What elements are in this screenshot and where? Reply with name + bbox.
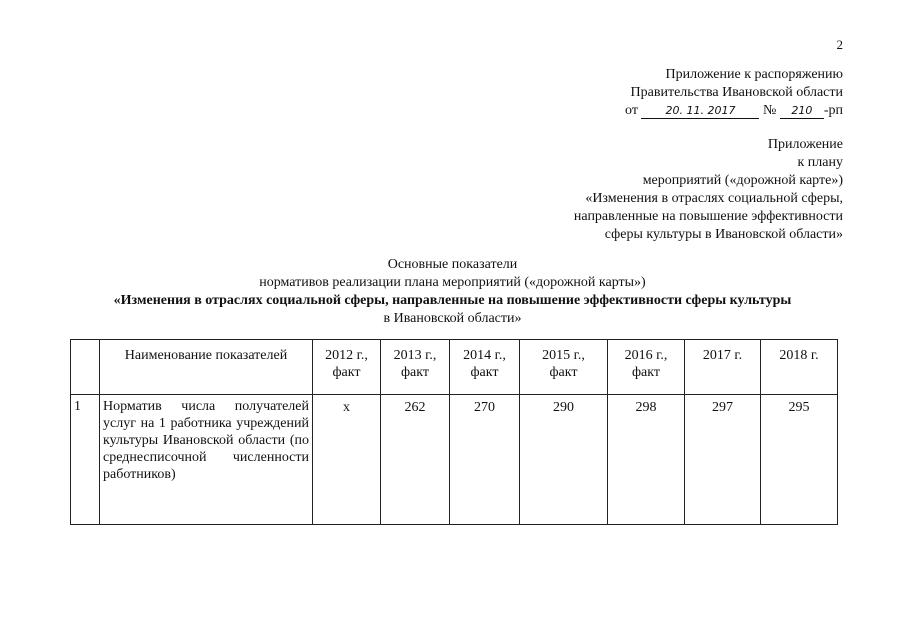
header-2012-cell — [313, 340, 381, 395]
value-2015: 290 — [520, 395, 608, 525]
page-number: 2 — [836, 37, 843, 52]
appendix-order-block — [443, 66, 843, 120]
header-2015-fact: факт — [549, 365, 578, 380]
value-2013: 262 — [381, 395, 450, 525]
heading-line1: Основные показатели — [387, 257, 518, 272]
handwritten-number: 210 — [780, 104, 824, 119]
heading-line3: «Изменения в отраслях социальной сферы, направленные на повышение эффективности сферы культуры — [113, 293, 792, 308]
handwritten-date: 20. 11. 2017 — [641, 104, 759, 119]
header-2018: 2018 г. — [779, 348, 819, 363]
value-2016: 298 — [608, 395, 685, 525]
indicator-name: Норматив числа получателей услуг на 1 работника учреждений культуры Ивановской области (по среднесписочной численности работников) — [100, 395, 313, 525]
value-2014: 270 — [450, 395, 520, 525]
row-number: 1 — [71, 395, 100, 525]
header-2014-fact: факт — [470, 365, 499, 380]
appendix-plan-line1: Приложение — [767, 137, 843, 152]
table-row — [71, 395, 838, 525]
appendix-order-line1: Приложение к распоряжению — [665, 67, 843, 82]
header-2016-fact: факт — [631, 365, 661, 380]
header-2014: 2014 г., — [463, 348, 506, 363]
header-2013-cell — [381, 340, 450, 395]
appendix-order-line2: Правительства Ивановской области — [630, 85, 843, 100]
value-2012: х — [313, 395, 381, 525]
header-2015-cell — [520, 340, 608, 395]
value-2018: 295 — [761, 395, 838, 525]
value-2017: 297 — [685, 395, 761, 525]
appendix-plan-line2: к плану — [797, 155, 843, 170]
appendix-plan-block — [423, 136, 843, 244]
appendix-plan-line3: мероприятий («дорожной карте») — [642, 173, 843, 188]
appendix-plan-line4: «Изменения в отраслях социальной сферы, — [585, 191, 843, 206]
header-2017: 2017 г. — [702, 348, 743, 363]
header-2012: 2012 г., — [325, 348, 368, 363]
appendix-plan-line6: сферы культуры в Ивановской области» — [604, 227, 843, 242]
heading-line2: нормативов реализации плана мероприятий («дорожной карты») — [259, 275, 646, 290]
document-heading — [0, 256, 905, 328]
header-2018-cell — [761, 340, 838, 395]
table-header-row — [71, 340, 838, 395]
header-2017-cell — [685, 340, 761, 395]
number-sign: № — [762, 103, 777, 118]
header-2013: 2013 г., — [393, 348, 437, 363]
header-name-cell — [100, 340, 313, 395]
header-2016-cell — [608, 340, 685, 395]
header-2016: 2016 г., — [624, 348, 668, 363]
indicators-table — [70, 339, 838, 525]
header-name: Наименование показателей — [124, 348, 288, 363]
appendix-plan-line5: направленные на повышение эффективности — [573, 209, 843, 224]
heading-line4: в Ивановской области» — [383, 311, 522, 326]
appendix-order-date-line — [443, 102, 843, 120]
date-prefix: от — [625, 103, 638, 118]
header-2012-fact: факт — [332, 365, 361, 380]
header-num-cell — [71, 340, 100, 395]
header-2013-fact: факт — [400, 365, 430, 380]
header-2014-cell — [450, 340, 520, 395]
number-suffix: -рп — [823, 103, 843, 118]
header-2015: 2015 г., — [542, 348, 585, 363]
